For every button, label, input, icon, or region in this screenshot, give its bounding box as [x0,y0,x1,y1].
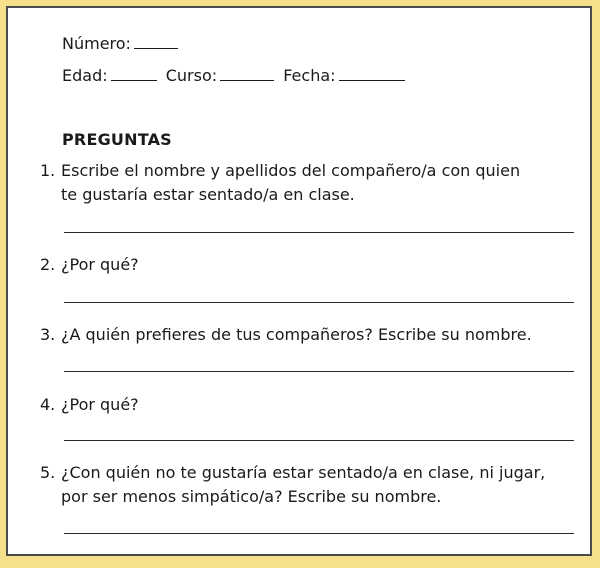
fecha-field[interactable] [339,66,405,81]
answer-line-1[interactable] [64,232,574,233]
question-4-line-1 [40,395,139,415]
answer-line-3[interactable] [64,371,574,372]
question-1-text-cont: te gustaría estar sentado/a en clase. [61,185,355,204]
fecha-label: Fecha: [283,66,336,85]
question-1-text: Escribe el nombre y apellidos del compañero/a con quien [61,161,521,180]
question-1-line-2 [61,185,355,205]
section-title: PREGUNTAS [62,130,172,149]
question-3-number: 3. [40,325,56,344]
question-2-line-1 [40,255,139,275]
question-1-line-1 [40,161,520,181]
question-5-line-1 [40,463,545,483]
answer-line-4[interactable] [64,440,574,441]
answer-line-2[interactable] [64,302,574,303]
question-2-text: ¿Por qué? [61,255,139,274]
question-3-line-1 [40,325,532,345]
answer-line-5[interactable] [64,533,574,534]
edad-field[interactable] [111,66,157,81]
question-5-number: 5. [40,463,56,482]
edad-curso-fecha-row [62,66,405,86]
numero-label: Número: [62,34,131,53]
numero-field[interactable] [134,34,178,49]
questionnaire-card [6,6,592,556]
question-5-text-cont: por ser menos simpático/a? Escribe su nombre. [61,487,442,506]
question-1-number: 1. [40,161,56,180]
question-3-text: ¿A quién prefieres de tus compañeros? Escribe su nombre. [61,325,532,344]
question-5-text: ¿Con quién no te gustaría estar sentado/a en clase, ni jugar, [61,463,546,482]
question-4-text: ¿Por qué? [61,395,139,414]
edad-label: Edad: [62,66,108,85]
question-4-number: 4. [40,395,56,414]
question-2-number: 2. [40,255,56,274]
question-5-line-2 [61,487,441,507]
curso-label: Curso: [165,66,218,85]
curso-field[interactable] [220,66,274,81]
numero-row [62,34,178,54]
